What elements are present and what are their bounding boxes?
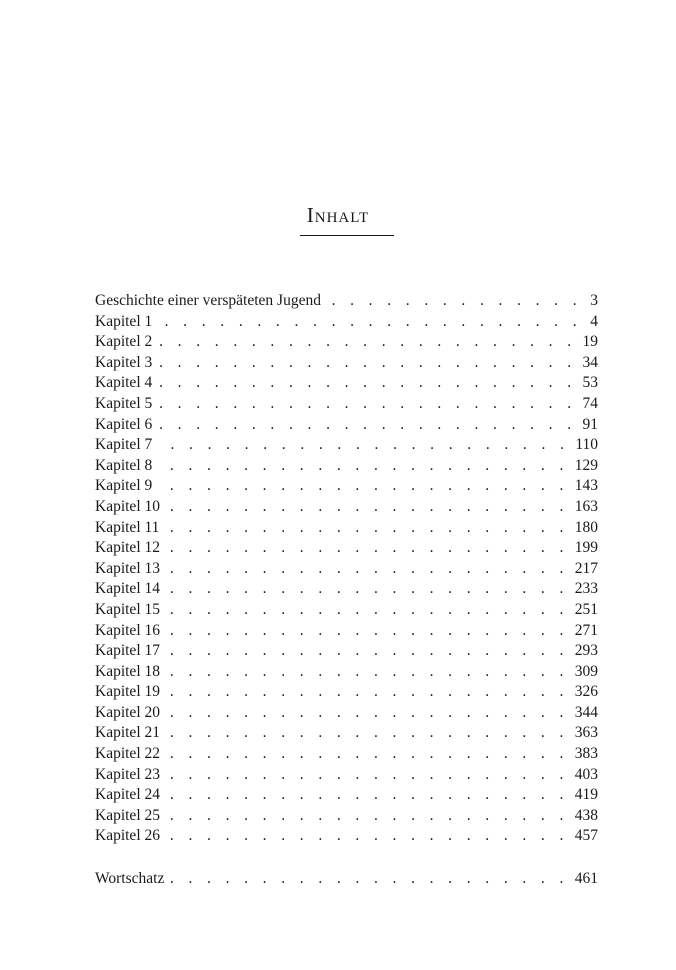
dot-leader (156, 476, 569, 497)
toc-entries (95, 291, 598, 847)
dot-leader (164, 559, 569, 580)
toc-entry-page: 251 (574, 600, 598, 618)
dot-leader (325, 291, 582, 312)
dot-leader (164, 785, 569, 806)
toc-entry-label: Kapitel 6 (95, 415, 153, 433)
toc-entry[interactable] (95, 641, 598, 662)
toc-entry-label: Kapitel 22 (95, 745, 160, 763)
toc-entry-label: Wortschatz (95, 870, 165, 888)
toc-entry-label: Kapitel 9 (95, 477, 153, 495)
toc-entry-label: Kapitel 10 (95, 497, 160, 515)
toc-entry-page: 4 (590, 312, 598, 330)
toc-entry-page: 363 (574, 724, 598, 742)
toc-entry-page: 74 (582, 394, 598, 412)
dot-leader (164, 579, 569, 600)
toc-entry-label: Kapitel 19 (95, 683, 160, 701)
toc-entry-label: Kapitel 17 (95, 642, 160, 660)
toc-entry-label: Kapitel 15 (95, 600, 160, 618)
toc-entry-label: Kapitel 26 (95, 827, 160, 845)
dot-leader (164, 806, 569, 827)
toc-entry-page: 383 (574, 745, 598, 763)
toc-entry[interactable] (95, 559, 598, 580)
dot-leader (163, 518, 568, 539)
toc-entry-page: 293 (574, 642, 598, 660)
toc-entry[interactable] (95, 621, 598, 642)
toc-entry-page: 419 (574, 786, 598, 804)
toc-entry-label: Kapitel 16 (95, 621, 160, 639)
toc-entry[interactable] (95, 394, 598, 415)
toc-entry[interactable] (95, 435, 598, 456)
toc-entry[interactable] (95, 291, 598, 312)
toc-entry-wortschatz[interactable] (95, 869, 598, 890)
toc-entry-page: 199 (574, 539, 598, 557)
toc-entry-label: Kapitel 1 (95, 312, 153, 330)
title-underline (300, 235, 394, 236)
dot-leader (164, 662, 569, 683)
toc-entry[interactable] (95, 785, 598, 806)
dot-leader (164, 826, 569, 847)
toc-entry-page: 344 (574, 703, 598, 721)
dot-leader (164, 723, 569, 744)
toc-entry-label: Kapitel 18 (95, 662, 160, 680)
dot-leader (156, 332, 576, 353)
toc-entry-label: Kapitel 4 (95, 374, 153, 392)
toc-entry[interactable] (95, 662, 598, 683)
dot-leader (164, 600, 569, 621)
toc-entry[interactable] (95, 497, 598, 518)
toc-entry-label: Kapitel 21 (95, 724, 160, 742)
toc-entry-page: 403 (574, 765, 598, 783)
toc-entry-page: 271 (574, 621, 598, 639)
toc-entry[interactable] (95, 332, 598, 353)
toc-entry[interactable] (95, 476, 598, 497)
toc-entry[interactable] (95, 600, 598, 621)
page-title: Inhalt (306, 203, 370, 227)
toc-entry-page: 180 (574, 518, 598, 536)
toc-entry-page: 438 (574, 806, 598, 824)
dot-leader (156, 456, 569, 477)
dot-leader (156, 394, 576, 415)
table-of-contents (95, 291, 598, 890)
toc-entry-page: 217 (574, 559, 598, 577)
dot-leader (156, 373, 576, 394)
toc-entry-label: Kapitel 5 (95, 394, 153, 412)
toc-entry-label: Kapitel 8 (95, 456, 153, 474)
toc-entry[interactable] (95, 579, 598, 600)
dot-leader (164, 682, 569, 703)
toc-entry-label: Kapitel 7 (95, 436, 153, 454)
toc-entry[interactable] (95, 312, 598, 333)
dot-leader (156, 353, 576, 374)
toc-entry-page: 461 (574, 870, 598, 888)
toc-entry-page: 129 (574, 456, 598, 474)
toc-entry-label: Kapitel 23 (95, 765, 160, 783)
toc-entry-page: 53 (582, 374, 598, 392)
dot-leader (164, 621, 569, 642)
toc-entry-label: Kapitel 25 (95, 806, 160, 824)
toc-entry[interactable] (95, 373, 598, 394)
toc-entry-page: 233 (574, 580, 598, 598)
dot-leader (156, 415, 576, 436)
toc-entry-label: Kapitel 2 (95, 333, 153, 351)
toc-entry-page: 91 (582, 415, 598, 433)
toc-entry[interactable] (95, 765, 598, 786)
toc-entry-label: Kapitel 12 (95, 539, 160, 557)
toc-entry-label: Kapitel 3 (95, 353, 153, 371)
toc-entry-label: Kapitel 14 (95, 580, 160, 598)
dot-leader (168, 869, 568, 890)
toc-entry-page: 143 (574, 477, 598, 495)
dot-leader (164, 641, 569, 662)
toc-entry[interactable] (95, 682, 598, 703)
dot-leader (164, 765, 569, 786)
toc-entry[interactable] (95, 415, 598, 436)
toc-entry-page: 309 (574, 662, 598, 680)
toc-entry-page: 457 (574, 827, 598, 845)
toc-entry-page: 163 (574, 497, 598, 515)
toc-entry-label: Kapitel 13 (95, 559, 160, 577)
toc-entry[interactable] (95, 538, 598, 559)
toc-entry[interactable] (95, 806, 598, 827)
toc-entry[interactable] (95, 456, 598, 477)
dot-leader (164, 703, 569, 724)
toc-entry-page: 326 (574, 683, 598, 701)
toc-entry[interactable] (95, 744, 598, 765)
dot-leader (164, 538, 569, 559)
toc-spacer (95, 847, 598, 869)
toc-entry[interactable] (95, 518, 598, 539)
toc-entry[interactable] (95, 723, 598, 744)
toc-entry-label: Geschichte einer verspäteten Jugend (95, 292, 321, 309)
toc-entry-page: 3 (590, 292, 598, 309)
toc-entry-label: Kapitel 24 (95, 786, 160, 804)
toc-entry-label: Kapitel 11 (95, 518, 160, 536)
toc-entry[interactable] (95, 353, 598, 374)
toc-entry[interactable] (95, 826, 598, 847)
dot-leader (156, 312, 582, 333)
toc-entry-page: 19 (582, 333, 598, 351)
dot-leader (164, 497, 569, 518)
dot-leader (156, 435, 569, 456)
dot-leader (164, 744, 569, 765)
toc-entry[interactable] (95, 703, 598, 724)
toc-entry-page: 110 (575, 436, 598, 454)
toc-entry-page: 34 (582, 353, 598, 371)
toc-entry-label: Kapitel 20 (95, 703, 160, 721)
